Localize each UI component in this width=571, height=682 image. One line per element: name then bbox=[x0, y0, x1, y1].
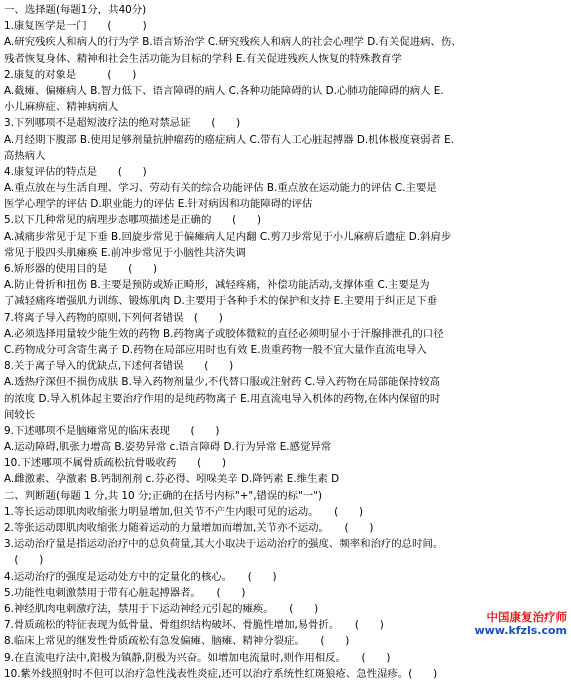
question-10: 10.下述哪项不属骨质疏松抗骨吸收药 ( ) bbox=[4, 457, 227, 470]
judgement-6: 6.神经肌肉电刺激疗法，禁用于下运动神经元引起的瘫痪。 ( ) bbox=[4, 602, 319, 615]
judgement-5: 5.功能性电刺激禁用于带有心脏起搏器者。 ( ) bbox=[4, 586, 246, 599]
judgement-2: 2.等张运动即肌肉收缩张力随着运动的力量增加而增加,关节亦不运动。 ( ) bbox=[4, 522, 374, 534]
question-5-options: A.减痛步常见于足下垂 B.回旋步常见于偏瘫病人足内翻 C.剪刀步常见于小儿麻痹后遗症 D.斜肩步 bbox=[4, 230, 452, 243]
section-heading-choice: 一、选择题(每题1分，共40分) bbox=[4, 4, 147, 16]
question-9-options: A.运动障碍,肌张力增高 B.姿势异常 c.语言障碍 D.行为异常 E.感觉异常 bbox=[4, 441, 332, 454]
judgement-3-cont: ( ) bbox=[4, 554, 44, 567]
judgement-10: 10.紫外线照射时不但可以治疗急性浅表性炎症,还可以治疗系统性红斑狼疮、急性湿疹。( ) bbox=[4, 667, 438, 680]
question-6-options-cont: 了减轻痛疼增强肌力训练、锻炼肌肉 D.主要用于各种手术的保护和支持 E.主要用于纠正足下垂 bbox=[4, 295, 438, 308]
question-7: 7.将离子导入药物的原则,下列何者错误 ( ) bbox=[4, 311, 223, 324]
judgement-4: 4.运动治疗的强度是运动处方中的定量化的核心。 ( ) bbox=[4, 570, 277, 583]
question-6: 6.矫形器的使用目的是 ( ) bbox=[4, 263, 158, 275]
question-9: 9.下述哪项不是脑瘫常见的临床表现 ( ) bbox=[4, 424, 220, 437]
question-2: 2.康复的对象是 ( ) bbox=[4, 68, 137, 81]
question-7-options: A.必须选择用量较少能生效的药物 B.药物离子或胶体微粒的直径必须明显小于汗腺排泄孔的口径 bbox=[4, 327, 444, 340]
watermark-url: www.kfzls.com bbox=[474, 624, 567, 637]
question-8-options: A.透热疗深但不损伤成肤 B.导入药物剂量少,不代替口服或注射药 C.导入药物在局部能保持较高 bbox=[4, 376, 440, 389]
question-8: 8.关于离子导入的优缺点,下述何者错误 ( ) bbox=[4, 360, 234, 373]
question-3: 3.下列哪项不是超短波疗法的绝对禁忌证 ( ) bbox=[4, 117, 241, 130]
question-1-options: A.研究残疾人和病人的行为学 B.语言矫治学 C.研究残疾人和病人的社会心理学 D.有关促进病、伤、 bbox=[4, 36, 462, 49]
judgement-8: 8.临床上常见的继发性骨质疏松有急发偏瘫、脑瘫、精神分裂症。 ( ) bbox=[4, 635, 350, 648]
judgement-7: 7.骨质疏松的特征表现为低骨量、骨组织结构破坏、骨脆性增加,易骨折。 ( ) bbox=[4, 619, 384, 632]
question-6-options: A.防止骨折和扭伤 B.主要是预防或矫正畸形，减轻疼痛，补偿功能活动,支撑体重 C.主要是为 bbox=[4, 279, 430, 292]
question-4-options: A.重点放在与生活自理、学习、劳动有关的综合功能评估 B.重点放在运动能力的评估 C.主要是 bbox=[4, 182, 437, 195]
judgement-1: 1.等长运动即肌肉收缩张力明显增加,但关节不产生内眼可见的运动。 ( ) bbox=[4, 505, 364, 518]
site-watermark bbox=[451, 610, 567, 637]
judgement-3: 3.运动治疗量是指运动治疗中的总负荷量,其大小取决于运动治疗的强度、频率和治疗的总时间。 bbox=[4, 538, 444, 551]
question-10-options: A.雌激素、孕激素 B.钙制剂剂 c.芬必得、吲哚美辛 D.降钙素 E.维生素 D bbox=[4, 473, 340, 486]
question-3-options-cont: 高热病人 bbox=[4, 149, 46, 162]
watermark-name: 中国康复治疗师 bbox=[486, 610, 567, 624]
question-8-options-cont2: 间较长 bbox=[4, 408, 36, 421]
question-4: 4.康复评估的特点是 ( ) bbox=[4, 165, 147, 178]
question-3-options: A.月经期下腹部 B.使用足够剂量抗肿瘤药的癌症病人 C.带有人工心脏起搏器 D.机体极度衰弱者 E. bbox=[4, 133, 455, 146]
question-5-options-cont: 常见于股四头肌瘫痪 E.前冲步常见于小脑性共济失调 bbox=[4, 246, 246, 259]
question-2-options: A.截瘫、偏瘫病人 B.智力低下、语言障碍的病人 C.各种功能障碍的认 D.心肺功能障碍的病人 E. bbox=[4, 84, 444, 97]
question-8-options-cont: 的浓度 D.导入机体起主要治疗作用的是纯药物离子 E.用直流电导入机体的药物,在体内保留的时 bbox=[4, 392, 441, 405]
question-7-options-cont: C.药物成分可含寄生离子 D.药物在局部应用时也有效 E.贵重药物一般不宜大量作直流电导入 bbox=[4, 343, 427, 356]
question-2-options-cont: 小儿麻痹症、精神病病人 bbox=[4, 101, 119, 114]
question-4-options-cont: 医学心理学的评估 D.职业能力的评估 E.针对病因和功能障碍的评估 bbox=[4, 198, 313, 211]
question-1-options-cont: 残者恢复身体、精神和社会生活功能为目标的学科 E.有关促进残疾人恢复的特殊教育学 bbox=[4, 52, 402, 65]
question-1: 1.康复医学是一门 ( ) bbox=[4, 20, 147, 33]
section-heading-judgement: 二、判断题(每题 1 分,共 10 分;正确的在括号内标"+",错误的标"一") bbox=[4, 489, 323, 502]
judgement-9: 9.在直流电疗法中,阳极为镇静,阴极为兴奋。如增加电流量时,则作用相反。 ( ) bbox=[4, 651, 391, 664]
question-5: 5.以下几种常见的病理步态哪项描述是正确的 ( ) bbox=[4, 214, 262, 227]
